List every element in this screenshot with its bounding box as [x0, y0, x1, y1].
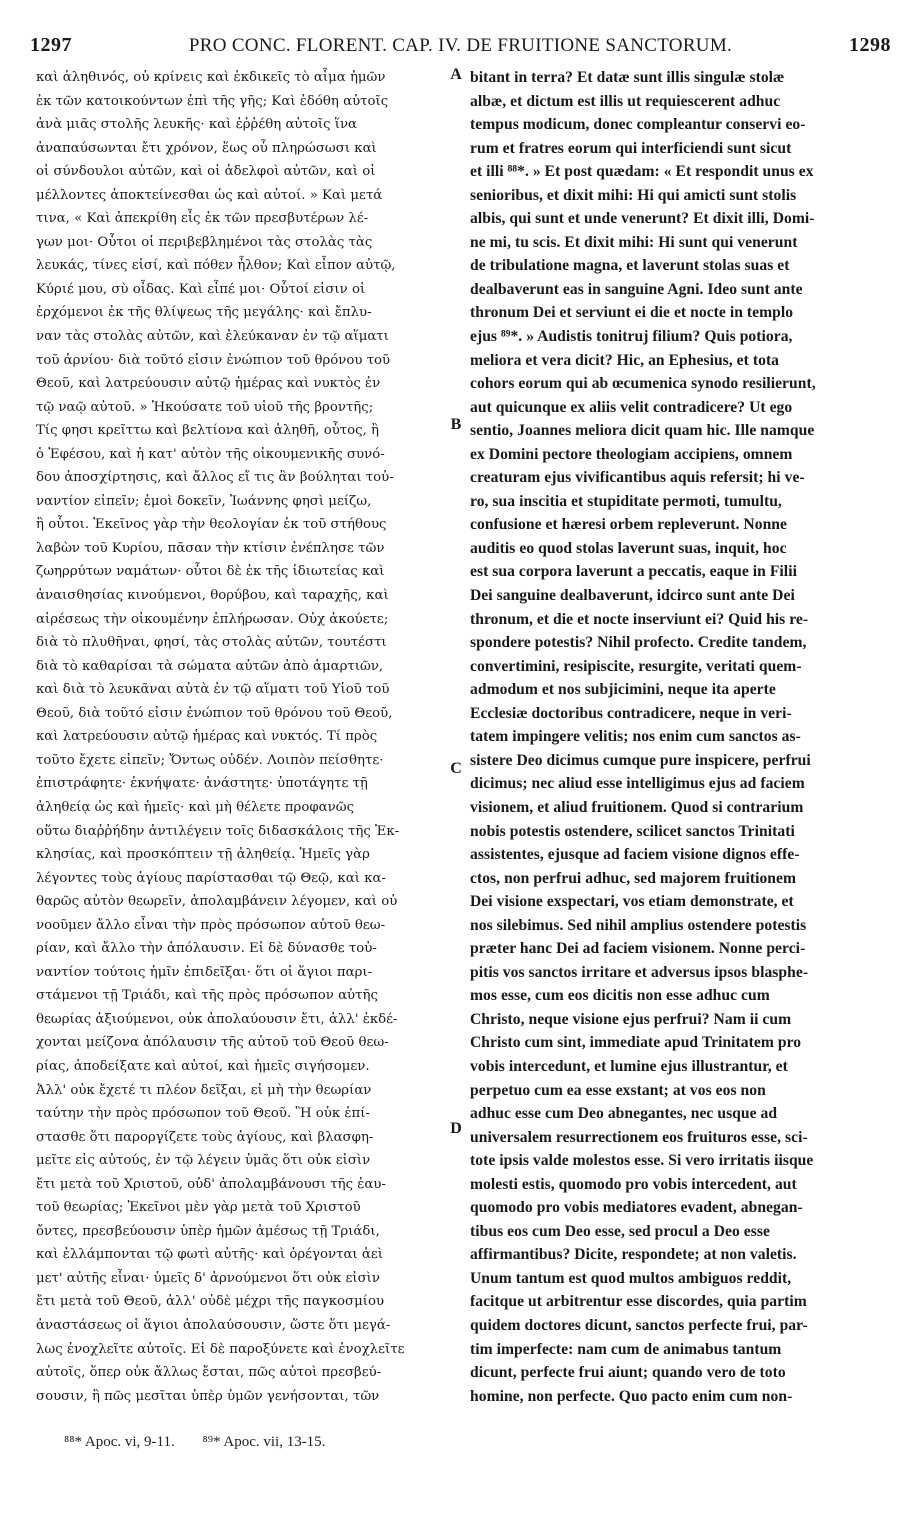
- margin-letter-d: D: [450, 1120, 462, 1137]
- text-line: ναντίον εἰπεῖν; ἐμοὶ δοκεῖν, Ἰωάννης φησὶ μείζω,: [36, 493, 372, 509]
- text-line: admodum et nos subjicimini, neque ita aperte: [470, 681, 776, 699]
- text-line: ρίαν, καὶ ἄλλο τὴν ἀπόλαυσιν. Εἰ δὲ δύνασθε τοὐ-: [36, 941, 377, 957]
- text-line: δου ἀποσχίρτησις, καὶ ἄλλος εἴ τις ἂν βούληται τοὐ-: [36, 470, 394, 486]
- text-line: albis, qui sunt et unde venerunt? Et dixit illi, Domi-: [470, 210, 815, 228]
- text-line: ἀνὰ μιᾶς στολῆς λευκῆς· καὶ ἐῤῥέθη αὐτοῖς ἵνα: [36, 117, 358, 133]
- right-page-number: 1298: [849, 34, 891, 56]
- text-line: ναν τὰς στολὰς αὐτῶν, καὶ ἐλεύκαναν ἐν τῷ αἵματι: [36, 329, 389, 345]
- text-line: rum et fratres eorum qui interficiendi sunt sicut: [470, 139, 792, 157]
- text-line: καὶ λατρεύουσιν αὐτῷ ἡμέρας καὶ νυκτός. Τί πρὸς: [36, 729, 378, 745]
- text-line: μετ' αὐτῆς εἶναι· ὑμεῖς δ' ἀρνούμενοι ὅτι οὐκ εἰσὶν: [36, 1270, 380, 1286]
- text-line: de tribulatione magna, et laverunt stolas suas et: [470, 257, 790, 275]
- text-line: καὶ ἐλλάμπονται τῷ φωτὶ αὐτῆς· καὶ ὀρέγονται ἀεὶ: [36, 1247, 383, 1263]
- text-line: thronum Dei et serviunt ei die et nocte in templo: [470, 304, 794, 322]
- text-line: Ἀλλ' οὐκ ἔχετέ τι πλέον δεῖξαι, εἰ μὴ τὴν θεωρίαν: [36, 1082, 372, 1098]
- text-line: pitis vos sanctos irritare et adversus ipsos blasphe-: [470, 963, 809, 981]
- text-line: Dei sanguine dealbaverunt, idcirco sunt ante Dei: [470, 587, 795, 605]
- text-line: affirmantibus? Dicite, respondete; at non valetis.: [470, 1246, 797, 1264]
- text-line: νοοῦμεν ἄλλο εἶναι τὴν πρὸς πρόσωπον αὐτοῦ θεω-: [36, 917, 386, 933]
- text-line: οἱ σύνδουλοι αὐτῶν, καὶ οἱ ἀδελφοὶ αὐτῶν, καὶ οἱ: [36, 164, 376, 180]
- text-line: spondere potestis? Nihil profecto. Credite tandem,: [470, 634, 807, 652]
- text-line: et illi ⁸⁸*. » Et post quædam: « Et respondit unus ex: [470, 163, 814, 181]
- text-line: τοῦτο ἔχετε εἰπεῖν; Ὄντως οὐδέν. Λοιπὸν πείσθητε·: [36, 752, 384, 768]
- text-line: ἀναστάσεως οἱ ἅγιοι ἀπολαύσουσιν, ὥστε ὅτι μεγά-: [36, 1317, 391, 1333]
- text-line: τοῦ ἀρνίου· διὰ τοῦτό εἰσιν ἐνώπιον τοῦ θρόνου τοῦ: [36, 352, 391, 368]
- text-line: λως ἐνοχλεῖτε αὐτοῖς. Εἰ δὲ παροξύνετε καὶ ἐνοχλεῖτε: [36, 1341, 405, 1357]
- text-line: οὕτω διαῤῥήδην ἀντιλέγειν τοῖς διδασκάλοις τῆς Ἐκ-: [36, 823, 400, 839]
- text-line: Κύριέ μου, σὺ οἶδας. Καὶ εἶπέ μοι· Οὗτοί εἰσιν οἱ: [36, 281, 366, 297]
- margin-letter-b: B: [450, 416, 462, 433]
- text-line: auditis eo quod stolas laverunt suas, inquit, hoc: [470, 539, 787, 557]
- text-line: ne mi, tu scis. Et dixit mihi: Hi sunt qui venerunt: [470, 233, 798, 251]
- text-line: est sua corpora laverunt a peccatis, eaque in Filii: [470, 563, 797, 581]
- text-line: διὰ τὸ καθαρίσαι τὰ σώματα αὐτῶν ἀπὸ ἁμαρτιῶν,: [36, 658, 384, 674]
- latin-text: [470, 66, 878, 1408]
- greek-column: [36, 66, 454, 1408]
- text-line: γων μοι· Οὗτοι οἱ περιβεβλημένοι τὰς στολὰς τὰς: [36, 234, 373, 250]
- text-line: ταύτην τὴν πρὸς πρόσωπον τοῦ Θεοῦ. Ἢ οὐκ ἐπί-: [36, 1106, 371, 1122]
- text-line: διὰ τὸ πλυθῆναι, φησί, τὰς στολὰς αὐτῶν, τουτέστι: [36, 635, 387, 651]
- text-line: τῷ ναῷ αὐτοῦ. » Ἠκούσατε τοῦ υἱοῦ τῆς βροντῆς;: [36, 399, 374, 415]
- text-line: facitque ut arbitrentur esse discordes, quia partim: [470, 1293, 807, 1311]
- text-line: τοῦ θεωρίας; Ἐκεῖνοι μὲν γὰρ μετὰ τοῦ Χριστοῦ: [36, 1200, 361, 1216]
- text-line: quomodo pro vobis mediatores evadent, abnegan-: [470, 1199, 803, 1217]
- text-line: κλησίας, καὶ προσκόπτειν τῇ ἀληθείᾳ. Ἡμεῖς γὰρ: [36, 847, 370, 863]
- greek-text: [36, 66, 454, 1408]
- latin-column: [470, 66, 878, 1408]
- left-page-number: 1297: [30, 34, 72, 56]
- text-line: ὁ Ἐφέσου, καὶ ἡ κατ' αὐτὸν τῆς οἰκουμενικῆς συνό-: [36, 446, 385, 462]
- text-line: tempus modicum, donec compleantur conservi eo-: [470, 116, 806, 134]
- text-line: ejus ⁸⁹*. » Audistis tonitruj filium? Quis potiora,: [470, 328, 793, 346]
- text-line: creaturam ejus vivificantibus aquis refersit; hi ve-: [470, 469, 805, 487]
- text-line: σουσιν, ἢ πῶς μεσῖται ὑπὲρ ὑμῶν γενήσονται, τῶν: [36, 1388, 380, 1404]
- text-line: χονται μείζονα ἀπόλαυσιν τῆς αὐτοῦ τοῦ Θεοῦ θεω-: [36, 1035, 389, 1051]
- text-line: λαβὼν τοῦ Κυρίου, πᾶσαν τὴν κτίσιν ἐνέπλησε τῶν: [36, 540, 385, 556]
- text-line: tote ipsis valde molestos esse. Si vero irritatis iisque: [470, 1152, 814, 1170]
- text-line: μέλλοντες ἀποκτείνεσθαι ὡς καὶ αὐτοί. » Καὶ μετά: [36, 187, 383, 203]
- text-line: λευκάς, τίνες εἰσί, καὶ πόθεν ἦλθον; Καὶ εἶπον αὐτῷ,: [36, 258, 396, 274]
- text-line: ἢ οὗτοι. Ἐκεῖνος γὰρ τὴν θεολογίαν ἐκ τοῦ στήθους: [36, 517, 387, 533]
- text-line: dealbaverunt eas in sanguine Agni. Ideo sunt ante: [470, 280, 803, 298]
- text-line: molesti estis, quomodo pro vobis intercedent, aut: [470, 1175, 797, 1193]
- text-line: tim imperfecte: nam cum de animabus tantum: [470, 1340, 782, 1358]
- text-line: Dei visione exspectari, vos etiam demonstrate, et: [470, 893, 794, 911]
- text-line: universalem resurrectionem eos fruituros esse, sci-: [470, 1128, 808, 1146]
- text-line: Τίς φησι κρεῖττω καὶ βελτίονα καὶ ἀληθῆ, οὗτος, ἢ: [36, 423, 380, 439]
- text-line: Θεοῦ, διὰ τοῦτό εἰσιν ἐνώπιον τοῦ θρόνου τοῦ Θεοῦ,: [36, 705, 393, 721]
- text-line: thronum, et die et nocte inserviunt ei? Quid his re-: [470, 610, 809, 628]
- text-line: ἐκ τῶν κατοικούντων ἐπὶ τῆς γῆς; Καὶ ἐδόθη αὐτοῖς: [36, 93, 389, 109]
- text-line: mos esse, cum eos dicitis non esse adhuc cum: [470, 987, 770, 1005]
- text-line: dicunt, perfecte frui aiunt; quando vero de toto: [470, 1364, 786, 1382]
- text-line: ζωηρρύτων ναμάτων· οὗτοι δὲ ἐκ τῆς ἰδιωτείας καὶ: [36, 564, 385, 580]
- text-line: tatem impingere velitis; nos enim cum sanctos as-: [470, 728, 801, 746]
- text-line: ἔτι μετὰ τοῦ Θεοῦ, ἀλλ' οὐδὲ μέχρι τῆς παγκοσμίου: [36, 1294, 385, 1310]
- text-line: visionem, et aliud fruitionem. Quod si contrarium: [470, 798, 804, 816]
- text-line: Unum tantum est quod multos ambiguos reddit,: [470, 1269, 792, 1287]
- text-line: ἀληθείᾳ ὡς καὶ ἡμεῖς· καὶ μὴ θέλετε προφανῶς: [36, 799, 355, 815]
- text-line: dicimus; nec aliud esse intelligimus ejus ad faciem: [470, 775, 805, 793]
- text-line: quidem doctores dicunt, sanctos perfecte frui, par-: [470, 1316, 808, 1334]
- text-line: ἀναισθησίας κινούμενοι, θορύβου, καὶ ταραχῆς, καὶ: [36, 588, 389, 604]
- text-line: ctos, non perfrui adhuc, sed majorem fruitionem: [470, 869, 797, 887]
- text-line: ἐρχόμενοι ἐκ τῆς θλίψεως τῆς μεγάλης· καὶ ἔπλυ-: [36, 305, 372, 321]
- margin-letter-a: A: [450, 66, 462, 83]
- text-line: sistere Deo dicimus cumque pure inspicere, perfrui: [470, 751, 811, 769]
- running-title: PRO CONC. FLORENT. CAP. IV. DE FRUITIONE SANCTORUM.: [188, 35, 733, 56]
- text-line: ἔτι μετὰ τοῦ Χριστοῦ, οὐδ' ἀπολαμβάνουσι τῆς ἑαυ-: [36, 1176, 386, 1192]
- text-line: meliora et vera dicit? Hic, an Ephesius, et tota: [470, 351, 780, 369]
- footnote-89: ⁸⁹* Apoc. vii, 13-15.: [202, 1434, 326, 1450]
- text-line: αἱρέσεως τὴν οἰκουμένην ἐπλήρωσαν. Οὐχ ἀκούετε;: [36, 611, 389, 627]
- text-line: nos silebimus. Sed nihil amplius ostendere potestis: [470, 916, 807, 934]
- text-line: ναντίον τούτοις ἡμῖν ἐπιδεῖξαι· ὅτι οἱ ἅγιοι παρι-: [36, 964, 373, 980]
- text-line: μεῖτε εἰς αὐτούς, ἐν τῷ λέγειν ὑμᾶς ὅτι οὐκ εἰσὶν: [36, 1153, 371, 1169]
- footnote-88: ⁸⁸* Apoc. vi, 9-11.: [64, 1434, 175, 1450]
- text-line: ro, sua inscitia et stupiditate permoti, tumultu,: [470, 492, 782, 510]
- text-line: καὶ ἀληθινός, οὐ κρίνεις καὶ ἐκδικεῖς τὸ αἷμα ἡμῶν: [36, 70, 386, 85]
- text-line: tibus eos cum Deo esse, sed procul a Deo esse: [470, 1222, 770, 1240]
- text-line: albæ, et dictum est illis ut requiescerent adhuc: [470, 92, 781, 110]
- text-line: præter hanc Dei ad faciem visionem. Nonne perci-: [470, 940, 806, 958]
- footnotes: [64, 1434, 325, 1451]
- text-line: θαρῶς αὐτὸν θεωρεῖν, ἀπολαμβάνειν λέγομεν, καὶ οὐ: [36, 894, 398, 910]
- text-line: καὶ διὰ τὸ λευκᾶναι αὐτὰ ἐν τῷ αἵματι τοῦ Υἱοῦ τοῦ: [36, 682, 390, 698]
- text-line: Christo cum sint, immediate apud Trinitatem pro: [470, 1034, 802, 1052]
- text-line: convertimini, resipiscite, resurgite, veritati quem-: [470, 657, 802, 675]
- text-line: τινα, « Καὶ ἀπεκρίθη εἷς ἐκ τῶν πρεσβυτέρων λέ-: [36, 211, 369, 227]
- text-line: λέγοντες τοὺς ἁγίους παρίστασθαι τῷ Θεῷ, καὶ κα-: [36, 870, 386, 886]
- text-line: Christo, neque visione ejus perfrui? Nam ii cum: [470, 1010, 792, 1028]
- text-line: θεωρίας ἀξιούμενοι, οὐκ ἀπολαύουσιν ἔτι, ἀλλ' ἐκδέ-: [36, 1011, 398, 1027]
- text-line: στασθε ὅτι παροργίζετε τοὺς ἁγίους, καὶ βλασφη-: [36, 1129, 374, 1145]
- text-line: στάμενοι τῇ Τριάδι, καὶ τῆς πρὸς πρόσωπον αὐτῆς: [36, 988, 378, 1004]
- text-line: homine, non perfecte. Quo pacto enim cum non-: [470, 1387, 793, 1405]
- text-line: adhuc esse cum Deo abnegantes, nec usque ad: [470, 1105, 778, 1123]
- running-header: [30, 34, 891, 62]
- text-line: confusione et hæresi orbem repleverunt. Nonne: [470, 516, 787, 534]
- text-line: ex Domini pectore theologiam accipiens, omnem: [470, 445, 793, 463]
- margin-letter-c: C: [450, 760, 462, 777]
- text-line: nobis potestis ostendere, scilicet sanctos Trinitati: [470, 822, 795, 840]
- text-line: aut quicunque ex aliis velit contradicere? Ut ego: [470, 398, 793, 416]
- text-line: Θεοῦ, καὶ λατρεύουσιν αὐτῷ ἡμέρας καὶ νυκτὸς ἐν: [36, 376, 381, 392]
- text-line: ἀναπαύσωνται ἔτι χρόνον, ἕως οὗ πληρώσωσι καὶ: [36, 140, 377, 156]
- text-line: ὄντες, πρεσβεύουσιν ὑπὲρ ἡμῶν ἀμέσως τῇ Τριάδι,: [36, 1223, 380, 1239]
- text-line: αὐτοῖς, ὅπερ οὐκ ἄλλως ἔσται, πῶς αὐτοὶ πρεσβεύ-: [36, 1365, 382, 1381]
- text-line: Ecclesiæ doctoribus contradicere, neque in veri-: [470, 704, 792, 722]
- text-line: perpetuo cum ea esse exstant; at vos eos non: [470, 1081, 766, 1099]
- text-line: sentio, Joannes meliora dicit quam hic. Ille namque: [470, 422, 815, 440]
- text-line: ἐπιστράφητε· ἐκνήψατε· ἀνάστητε· ὑποτάγητε τῇ: [36, 776, 368, 792]
- text-line: bitant in terra? Et datæ sunt illis singulæ stolæ: [470, 69, 785, 86]
- text-line: ρίας, ἀποδείξατε καὶ αὐτοί, καὶ ἡμεῖς σιγήσομεν.: [36, 1058, 370, 1074]
- text-line: senioribus, et dixit mihi: Hi qui amicti sunt stolis: [470, 186, 797, 204]
- text-line: assistentes, ejusque ad faciem visione dignos effe-: [470, 846, 800, 864]
- text-line: cohors eorum qui ab œcumenica synodo resilierunt,: [470, 375, 816, 393]
- text-line: vobis intercedunt, et lumine ejus illustrantur, et: [470, 1057, 788, 1075]
